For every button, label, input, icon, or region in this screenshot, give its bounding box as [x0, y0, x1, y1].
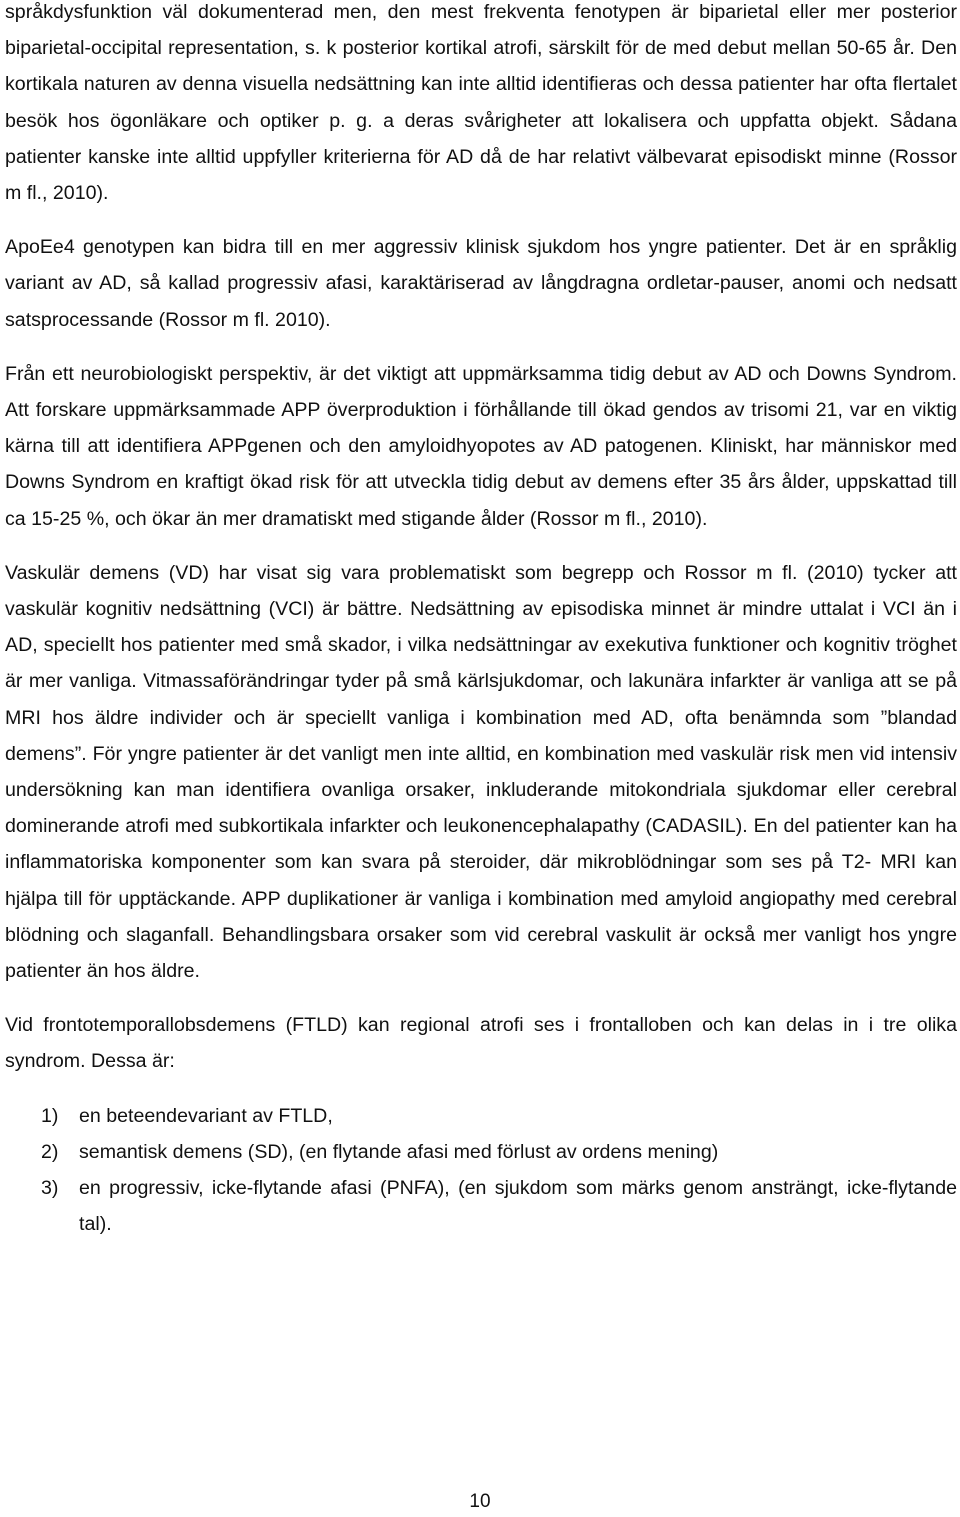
paragraph-downs-syndrome: Från ett neurobiologiskt perspektiv, är det viktigt att uppmärksamma tidig debut av AD och Downs Syndrom. Att forskare uppmärksammade APP överproduktion i förhållande till ökad gendos av trisomi 21, var en viktig kärna till att identifiera APPgenen och den amyloidhyopotes av AD patogenen. Kliniskt, har människor med Downs Syndrom en kraftigt ökad risk för att utveckla tidig debut av demens efter 35 års ålder, uppskattad till ca 15-25 %, och ökar än mer dramatiskt med stigande ålder (Rossor m fl., 2010).	[5, 362, 957, 530]
page-number: 10	[469, 1491, 491, 1512]
list-marker: 2)	[41, 1140, 59, 1163]
list-item-text: en progressiv, icke-flytande afasi (PNFA), (en sjukdom som märks genom ansträngt, icke-flytande tal).	[79, 1177, 957, 1236]
list-item	[5, 1134, 957, 1170]
ftld-syndrome-list	[5, 1098, 957, 1243]
list-item	[5, 1170, 957, 1242]
list-marker: 3)	[41, 1177, 59, 1200]
paragraph-ftld-intro: Vid frontotemporallobsdemens (FTLD) kan regional atrofi ses i frontalloben och kan delas in i tre olika syndrom. Dessa är:	[5, 1014, 957, 1073]
paragraph-apoe4-genotype: ApoEe4 genotypen kan bidra till en mer aggressiv klinisk sjukdom hos yngre patienter. Det är en språklig variant av AD, så kallad progressiv afasi, karaktäriserad av långdragna ordletar-pauser, anomi och nedsatt satsprocessande (Rossor m fl. 2010).	[5, 236, 957, 331]
document-body	[5, 0, 957, 1243]
list-item-text: semantisk demens (SD), (en flytande afasi med förlust av ordens mening)	[79, 1140, 719, 1163]
paragraph-posterior-cortical-atrophy: språkdysfunktion väl dokumenterad men, den mest frekventa fenotypen är biparietal eller mer posterior biparietal-occipital representation, s. k posterior kortikal atrofi, särskilt för de med debut mellan 50-65 år. Den kortikala naturen av denna visuella nedsättning kan inte alltid identifieras och dessa patienter har ofta flertalet besök hos ögonläkare och optiker p. g. a deras svårigheter att lokalisera och uppfatta objekt. Sådana patienter kanske inte alltid uppfyller kriterierna för AD då de har relativt välbevarat episodiskt minne (Rossor m fl., 2010).	[5, 1, 957, 205]
list-marker: 1)	[41, 1104, 59, 1127]
list-item	[5, 1098, 957, 1134]
list-item-text: en beteendevariant av FTLD,	[79, 1104, 333, 1127]
paragraph-vascular-dementia: Vaskulär demens (VD) har visat sig vara problematiskt som begrepp och Rossor m fl. (2010) tycker att vaskulär kognitiv nedsättning (VCI) är bättre. Nedsättning av episodiska minnet är mindre uttalat i VCI än i AD, speciellt hos patienter med små skador, i vilka nedsättningar av exekutiva funktioner och kognitiv tröghet är mer vanliga. Vitmassaförändringar tyder på små kärlsjukdomar, och lakunära infarkter är vanliga att se på MRI hos äldre individer och är speciellt vanliga i kombination med AD, ofta benämnda som ”blandad demens”. För yngre patienter är det vanligt men inte alltid, en kombination med vaskulär risk men vid intensiv undersökning kan man identifiera ovanliga orsaker, inkluderande mitokondriala sjukdomar eller cerebral dominerande atrofi med subkortikala infarkter och leukonencephalapathy (CADASIL). En del patienter kan ha inflammatoriska komponenter som kan svara på steroider, där mikroblödningar som ses på T2- MRI kan hjälpa till för upptäckande. APP duplikationer är vanliga i kombination med amyloid angiopathy med cerebral blödning och slaganfall. Behandlingsbara orsaker som vid cerebral vaskulit är också mer vanligt hos yngre patienter än hos äldre.	[5, 561, 957, 983]
